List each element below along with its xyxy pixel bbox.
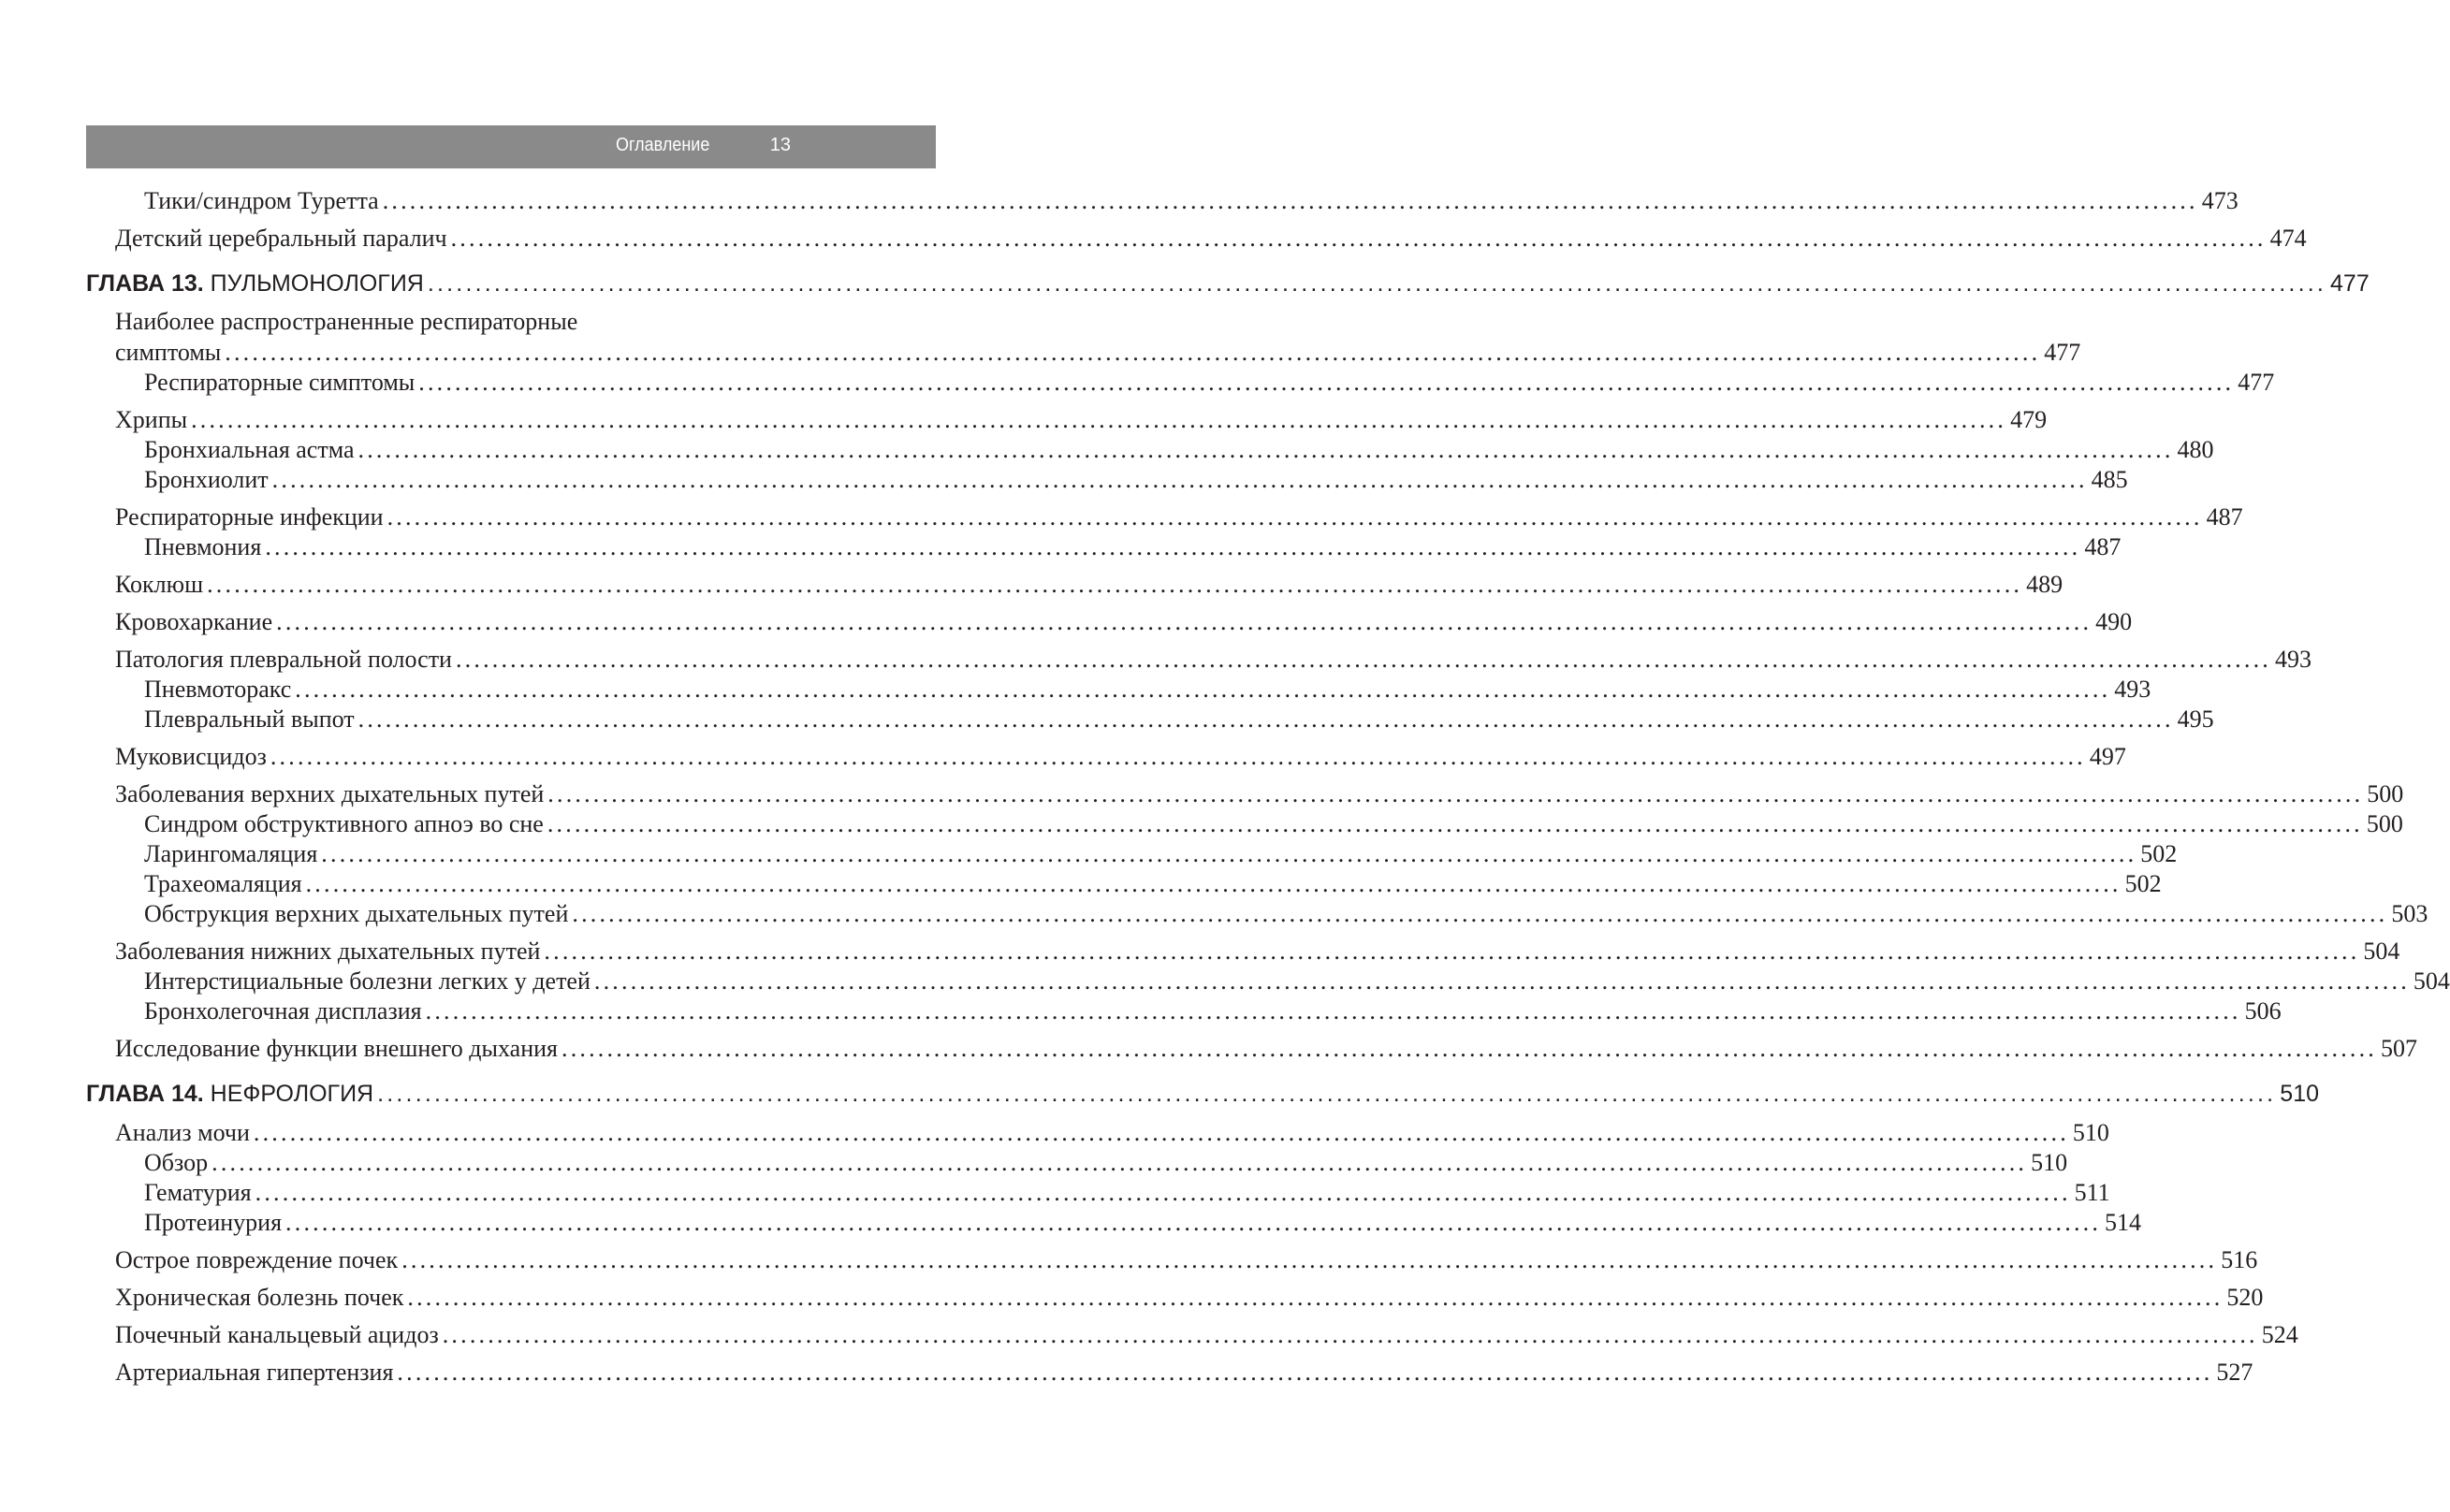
- toc-entry-page: 502: [2140, 840, 2178, 867]
- toc-entry-page: 477: [2330, 270, 2370, 297]
- leader-dots: ........................................................................................................................................................................................................: [321, 840, 2137, 867]
- toc-entry-title: Анализ мочи: [115, 1119, 250, 1146]
- toc-entry-page: 510: [2072, 1119, 2109, 1146]
- leader-dots: ........................................................................................................................................................................................................: [357, 436, 2174, 463]
- toc-entry-page: 479: [2010, 406, 2048, 433]
- toc-entry[interactable]: [115, 1246, 2258, 1274]
- leader-dots: ........................................................................................................................................................................................................: [255, 1179, 2071, 1206]
- toc-entry-title: Интерстициальные болезни легких у детей: [144, 967, 591, 995]
- toc-entry-title: Детский церебральный паралич: [115, 225, 447, 252]
- toc-entry[interactable]: [144, 1179, 2110, 1207]
- page-number: 13: [769, 135, 791, 155]
- leader-dots: ........................................................................................................................................................................................................: [305, 870, 2122, 897]
- toc-entry[interactable]: [144, 1209, 2142, 1237]
- toc-entry-page: 510: [2031, 1149, 2068, 1176]
- toc-entry-title: Хрипы: [115, 406, 188, 433]
- toc-entry-title: Коклюш: [115, 571, 204, 598]
- toc-entry-page: 485: [2091, 466, 2128, 493]
- toc-entry[interactable]: [115, 339, 2081, 367]
- toc-entry-page: 506: [2244, 997, 2282, 1025]
- toc-entry-page: 493: [2274, 646, 2311, 673]
- toc-entry[interactable]: [144, 900, 2428, 928]
- toc-entry-page: 510: [2280, 1081, 2320, 1107]
- chapter-name: НЕФРОЛОГИЯ: [210, 1081, 374, 1107]
- chapter-number: ГЛАВА 14.: [86, 1081, 204, 1107]
- toc-entry-title: Заболевания нижних дыхательных путей: [115, 938, 541, 965]
- toc-entry[interactable]: [144, 676, 2151, 704]
- leader-dots: ........................................................................................................................................................................................................: [455, 646, 2271, 673]
- toc-entry-page: 489: [2026, 571, 2064, 598]
- leader-dots: ........................................................................................................................................................................................................: [425, 997, 2241, 1025]
- leader-dots: ........................................................................................................................................................................................................: [397, 1359, 2213, 1386]
- toc-entry[interactable]: [144, 705, 2214, 734]
- toc-entry-title: Бронхиолит: [144, 466, 269, 493]
- leader-dots: ........................................................................................................................................................................................................: [265, 533, 2081, 560]
- toc-entry-title: Обструкция верхних дыхательных путей: [144, 900, 569, 927]
- leader-dots: ........................................................................................................................................................................................................: [225, 339, 2041, 366]
- leader-dots: ........................................................................................................................................................................................................: [427, 270, 2327, 297]
- toc-entry[interactable]: [115, 608, 2133, 636]
- leader-dots: ........................................................................................................................................................................................................: [561, 1035, 2377, 1062]
- toc-entry[interactable]: [115, 406, 2048, 434]
- leader-dots: ........................................................................................................................................................................................................: [547, 810, 2363, 837]
- toc-entry[interactable]: [144, 840, 2178, 868]
- toc-entry-title: Пневмоторакс: [144, 676, 292, 703]
- toc-entry[interactable]: [115, 225, 2307, 253]
- toc-entry[interactable]: [115, 503, 2243, 531]
- leader-dots: ........................................................................................................................................................................................................: [442, 1321, 2258, 1348]
- leader-dots: ........................................................................................................................................................................................................: [547, 780, 2364, 807]
- toc-entry-page: 503: [2391, 900, 2428, 927]
- leader-dots: ........................................................................................................................................................................................................: [211, 1149, 2028, 1176]
- toc-entry[interactable]: [115, 1321, 2298, 1349]
- toc-entry-title: Артериальная гипертензия: [115, 1359, 394, 1386]
- toc-entry[interactable]: [115, 938, 2400, 966]
- leader-dots: ........................................................................................................................................................................................................: [207, 571, 2023, 598]
- leader-dots: ........................................................................................................................................................................................................: [407, 1284, 2224, 1311]
- toc-entry-page: 487: [2206, 503, 2243, 531]
- chapter-title: [86, 270, 424, 298]
- leader-dots: ........................................................................................................................................................................................................: [386, 503, 2203, 531]
- leader-dots: ........................................................................................................................................................................................................: [276, 608, 2093, 635]
- toc-entry-title: Заболевания верхних дыхательных путей: [115, 780, 545, 807]
- toc-entry-title: Муковисцидоз: [115, 743, 267, 770]
- leader-dots: ........................................................................................................................................................................................................: [418, 369, 2235, 396]
- toc-entry-title: Тики/синдром Туретта: [144, 187, 379, 214]
- toc-entry-page: 504: [2363, 938, 2400, 965]
- toc-entry-page: 516: [2221, 1246, 2258, 1273]
- toc-entry-page: 511: [2074, 1179, 2110, 1206]
- toc-entry[interactable]: [144, 1149, 2068, 1177]
- toc-entry[interactable]: [115, 780, 2404, 808]
- toc-entry-page: 500: [2367, 780, 2404, 807]
- toc-entry-title: Ларингомаляция: [144, 840, 318, 867]
- leader-dots: ........................................................................................................................................................................................................: [572, 900, 2388, 927]
- leader-dots: ........................................................................................................................................................................................................: [270, 743, 2086, 770]
- leader-dots: ........................................................................................................................................................................................................: [377, 1081, 2277, 1107]
- toc-entry[interactable]: [115, 1284, 2264, 1312]
- toc-entry-title: Респираторные инфекции: [115, 503, 384, 531]
- leader-dots: ........................................................................................................................................................................................................: [253, 1119, 2069, 1146]
- toc-entry[interactable]: [144, 810, 2403, 838]
- toc-entry-page: 502: [2124, 870, 2162, 897]
- toc-entry-page: 477: [2238, 369, 2275, 396]
- toc-entry-page: 520: [2226, 1284, 2264, 1311]
- running-header-title: Оглавление: [616, 135, 710, 155]
- toc-entry-title: Пневмония: [144, 533, 262, 560]
- chapter-name: ПУЛЬМОНОЛОГИЯ: [210, 270, 424, 297]
- toc-entry[interactable]: [144, 967, 2450, 996]
- leader-dots: ........................................................................................................................................................................................................: [285, 1209, 2102, 1236]
- toc-entry[interactable]: [144, 997, 2282, 1025]
- toc-entry-title: Протеинурия: [144, 1209, 283, 1236]
- toc-entry-page: 524: [2261, 1321, 2298, 1348]
- toc-entry[interactable]: [144, 533, 2122, 561]
- toc-entry-title: Острое повреждение почек: [115, 1246, 399, 1273]
- leader-dots: ........................................................................................................................................................................................................: [191, 406, 2007, 433]
- leader-dots: ........................................................................................................................................................................................................: [401, 1246, 2218, 1273]
- toc-entry-title: Плевральный выпот: [144, 705, 355, 733]
- running-header-bar: [86, 125, 936, 168]
- toc-entry-title: Бронхиальная астма: [144, 436, 355, 463]
- toc-entry[interactable]: [115, 1359, 2253, 1387]
- toc-entry[interactable]: [115, 646, 2311, 674]
- chapter-heading-14[interactable]: [86, 1081, 2320, 1108]
- toc-entry-title: симптомы: [115, 339, 222, 366]
- toc-entry-title: Патология плевральной полости: [115, 646, 452, 673]
- toc-entry-page: 527: [2216, 1359, 2253, 1386]
- toc-entry-title-line1[interactable]: Наиболее распространенные респираторные: [115, 308, 578, 335]
- toc-entry-title: Синдром обструктивного апноэ во сне: [144, 810, 544, 837]
- toc-entry[interactable]: [115, 571, 2064, 599]
- toc-entry[interactable]: [144, 870, 2162, 898]
- toc-entry[interactable]: [144, 187, 2239, 215]
- leader-dots: ........................................................................................................................................................................................................: [357, 705, 2174, 733]
- toc-entry-page: 493: [2114, 676, 2151, 703]
- toc-entry-title: Обзор: [144, 1149, 209, 1176]
- toc-entry-title: Бронхолегочная дисплазия: [144, 997, 422, 1025]
- toc-entry-page: 480: [2177, 436, 2214, 463]
- leader-dots: ........................................................................................................................................................................................................: [271, 466, 2088, 493]
- toc-entry-title: Кровохаркание: [115, 608, 273, 635]
- toc-entry-page: 474: [2269, 225, 2307, 252]
- toc-entry-title: Респираторные симптомы: [144, 369, 416, 396]
- toc-entry-page: 490: [2095, 608, 2133, 635]
- toc-entry-page: 473: [2201, 187, 2239, 214]
- leader-dots: ........................................................................................................................................................................................................: [450, 225, 2267, 252]
- toc-entry-title: Исследование функции внешнего дыхания: [115, 1035, 558, 1062]
- toc-entry-page: 487: [2084, 533, 2122, 560]
- toc-entry-page: 497: [2089, 743, 2126, 770]
- leader-dots: ........................................................................................................................................................................................................: [593, 967, 2410, 995]
- leader-dots: ........................................................................................................................................................................................................: [544, 938, 2360, 965]
- toc-entry-page: 514: [2105, 1209, 2142, 1236]
- toc-entry-title: Трахеомаляция: [144, 870, 302, 897]
- toc-entry-title: Гематурия: [144, 1179, 252, 1206]
- toc-entry-page: 477: [2044, 339, 2081, 366]
- toc-entry[interactable]: [115, 1119, 2109, 1147]
- toc-entry-title: Хроническая болезнь почек: [115, 1284, 404, 1311]
- toc-entry[interactable]: [115, 743, 2126, 771]
- toc-entry-page: 495: [2177, 705, 2214, 733]
- toc-entry[interactable]: [144, 369, 2275, 397]
- chapter-number: ГЛАВА 13.: [86, 270, 204, 297]
- toc-entry-page: 507: [2381, 1035, 2417, 1062]
- toc-entry-title: Почечный канальцевый ацидоз: [115, 1321, 439, 1348]
- toc-entry-page: 500: [2366, 810, 2403, 837]
- leader-dots: ........................................................................................................................................................................................................: [382, 187, 2198, 214]
- leader-dots: ........................................................................................................................................................................................................: [295, 676, 2111, 703]
- chapter-title: [86, 1081, 373, 1108]
- toc-entry[interactable]: [115, 1035, 2417, 1063]
- chapter-heading-13[interactable]: [86, 270, 2370, 298]
- toc-entry[interactable]: [144, 466, 2128, 494]
- toc-entry[interactable]: [144, 436, 2214, 464]
- toc-entry-page: 504: [2413, 967, 2450, 995]
